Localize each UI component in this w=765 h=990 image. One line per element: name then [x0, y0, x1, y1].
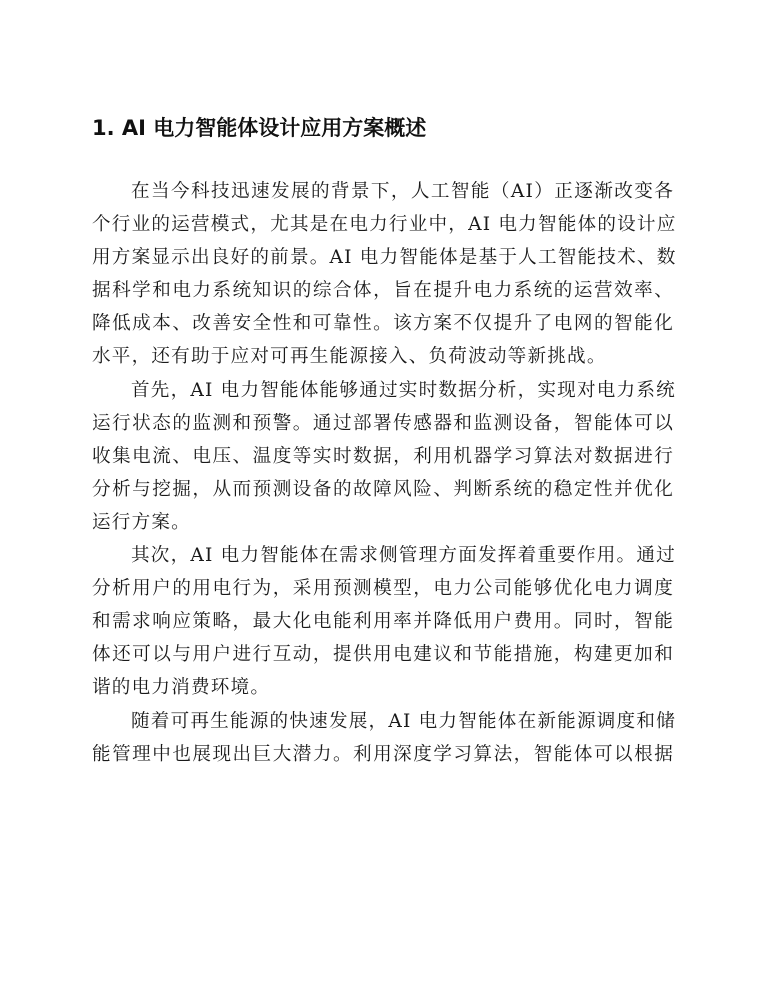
paragraph-demand-side — [92, 539, 674, 704]
body-text — [92, 175, 677, 771]
text-line: 水平，还有助于应对可再生能源接入、负荷波动等新挑战。 — [92, 346, 607, 368]
text-line: 个行业的运营模式，尤其是在电力行业中，AI 电力智能体的设计应 — [92, 214, 677, 236]
text-line: 其次，AI 电力智能体在需求侧管理方面发挥着重要作用。通过 — [131, 545, 676, 567]
text-line: 首先，AI 电力智能体能够通过实时数据分析，实现对电力系统 — [131, 379, 676, 401]
text-line: 和需求响应策略，最大化电能利用率并降低用户费用。同时，智能 — [92, 611, 674, 633]
paragraph-monitoring — [92, 374, 674, 539]
text-line: 在当今科技迅速发展的背景下，人工智能（AI）正逐渐改变各 — [131, 181, 674, 202]
text-line: 降低成本、改善安全性和可靠性。该方案不仅提升了电网的智能化 — [92, 313, 674, 335]
text-line: 收集电流、电压、温度等实时数据，利用机器学习算法对数据进行 — [92, 445, 674, 467]
text-line: 运行方案。 — [92, 511, 191, 533]
paragraph-intro — [92, 175, 677, 374]
text-line: 据科学和电力系统知识的综合体，旨在提升电力系统的运营效率、 — [92, 280, 674, 302]
text-line: 体还可以与用户进行互动，提供用电建议和节能措施，构建更加和 — [92, 644, 674, 666]
section-heading: 1. AI 电力智能体设计应用方案概述 — [92, 116, 427, 140]
text-line: 分析与挖掘，从而预测设备的故障风险、判断系统的稳定性并优化 — [92, 478, 674, 500]
text-line: 能管理中也展现出巨大潜力。利用深度学习算法，智能体可以根据 — [92, 743, 674, 765]
text-line: 谐的电力消费环境。 — [92, 677, 271, 699]
text-line: 分析用户的用电行为，采用预测模型，电力公司能够优化电力调度 — [92, 578, 674, 600]
paragraph-renewables — [92, 705, 674, 771]
text-line: 用方案显示出良好的前景。AI 电力智能体是基于人工智能技术、数 — [92, 247, 677, 269]
text-line: 运行状态的监测和预警。通过部署传感器和监测设备，智能体可以 — [92, 412, 674, 434]
text-line: 随着可再生能源的快速发展，AI 电力智能体在新能源调度和储 — [131, 710, 676, 732]
